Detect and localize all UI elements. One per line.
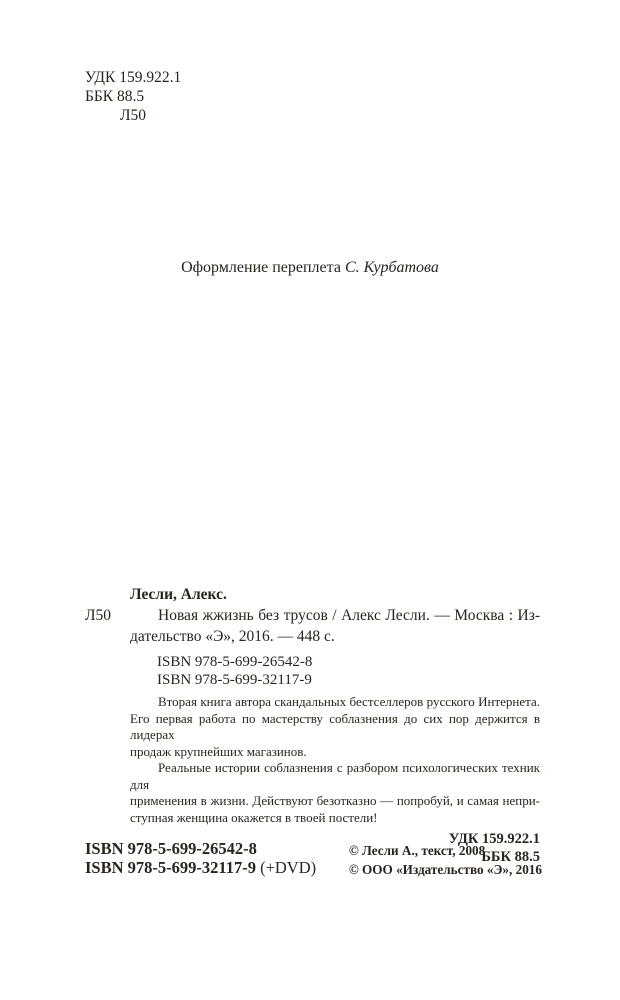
author-sign-code: Л50 [120, 107, 147, 124]
classification-block [85, 68, 181, 125]
design-credit-label: Оформление переплета [181, 259, 341, 276]
catalog-author-sign: Л50 [85, 607, 112, 624]
catalog-author-heading: Лесли, Алекс. [130, 586, 227, 603]
catalog-title-line-1: Новая жжизнь без трусов / Алекс Лесли. — Москва : Из- [158, 607, 540, 624]
copyright-block [349, 840, 542, 879]
imprint-isbn-block [85, 840, 316, 877]
imprint-isbn-2-line [85, 859, 316, 878]
copyright-line-1: © Лесли А., текст, 2008 [348, 843, 486, 858]
catalog-isbn-2: ISBN 978-5-699-32117-9 [157, 672, 312, 688]
catalog-isbn-block [157, 653, 540, 689]
catalog-card-body [85, 584, 540, 866]
copyright-line-2: © ООО «Издательство «Э», 2016 [348, 861, 542, 877]
annotation-line: ступная женщина окажется в твоей постели! [130, 809, 378, 825]
udk-code: УДК 159.922.1 [85, 69, 182, 86]
bbk-code: ББК 88.5 [85, 88, 145, 105]
catalog-title-line-2: дательство «Э», 2016. — 448 с. [130, 628, 335, 645]
imprint-block [85, 840, 542, 879]
udk-code-right: УДК 159.922.1 [448, 831, 540, 847]
bbk-code-right: ББК 88.5 [481, 848, 540, 865]
design-credit [0, 259, 620, 277]
annotation-line: Вторая книга автора скандальных бестселлеров русского Интернета. [158, 694, 540, 709]
annotation-line: Его первая работа по мастерству соблазнения до сих пор держится в лидерах [130, 710, 540, 742]
annotation-line: Реальные истории соблазнения с разбором психологических техник для [130, 760, 540, 792]
imprint-isbn-2: ISBN 978-5-699-32117-9 [85, 857, 256, 877]
annotation-block [130, 694, 540, 826]
imprint-isbn-1: ISBN 978-5-699-26542-8 [85, 839, 257, 858]
catalog-isbn-1: ISBN 978-5-699-26542-8 [157, 654, 313, 670]
annotation-line: продаж крупнейших магазинов. [130, 743, 307, 759]
annotation-line: применения в жизни. Действуют безотказно — попробуй, и самая непри- [130, 793, 540, 808]
design-credit-designer: С. Курбатова [344, 259, 439, 276]
catalog-card [85, 584, 540, 866]
imprint-isbn-2-suffix: (+DVD) [260, 857, 317, 877]
